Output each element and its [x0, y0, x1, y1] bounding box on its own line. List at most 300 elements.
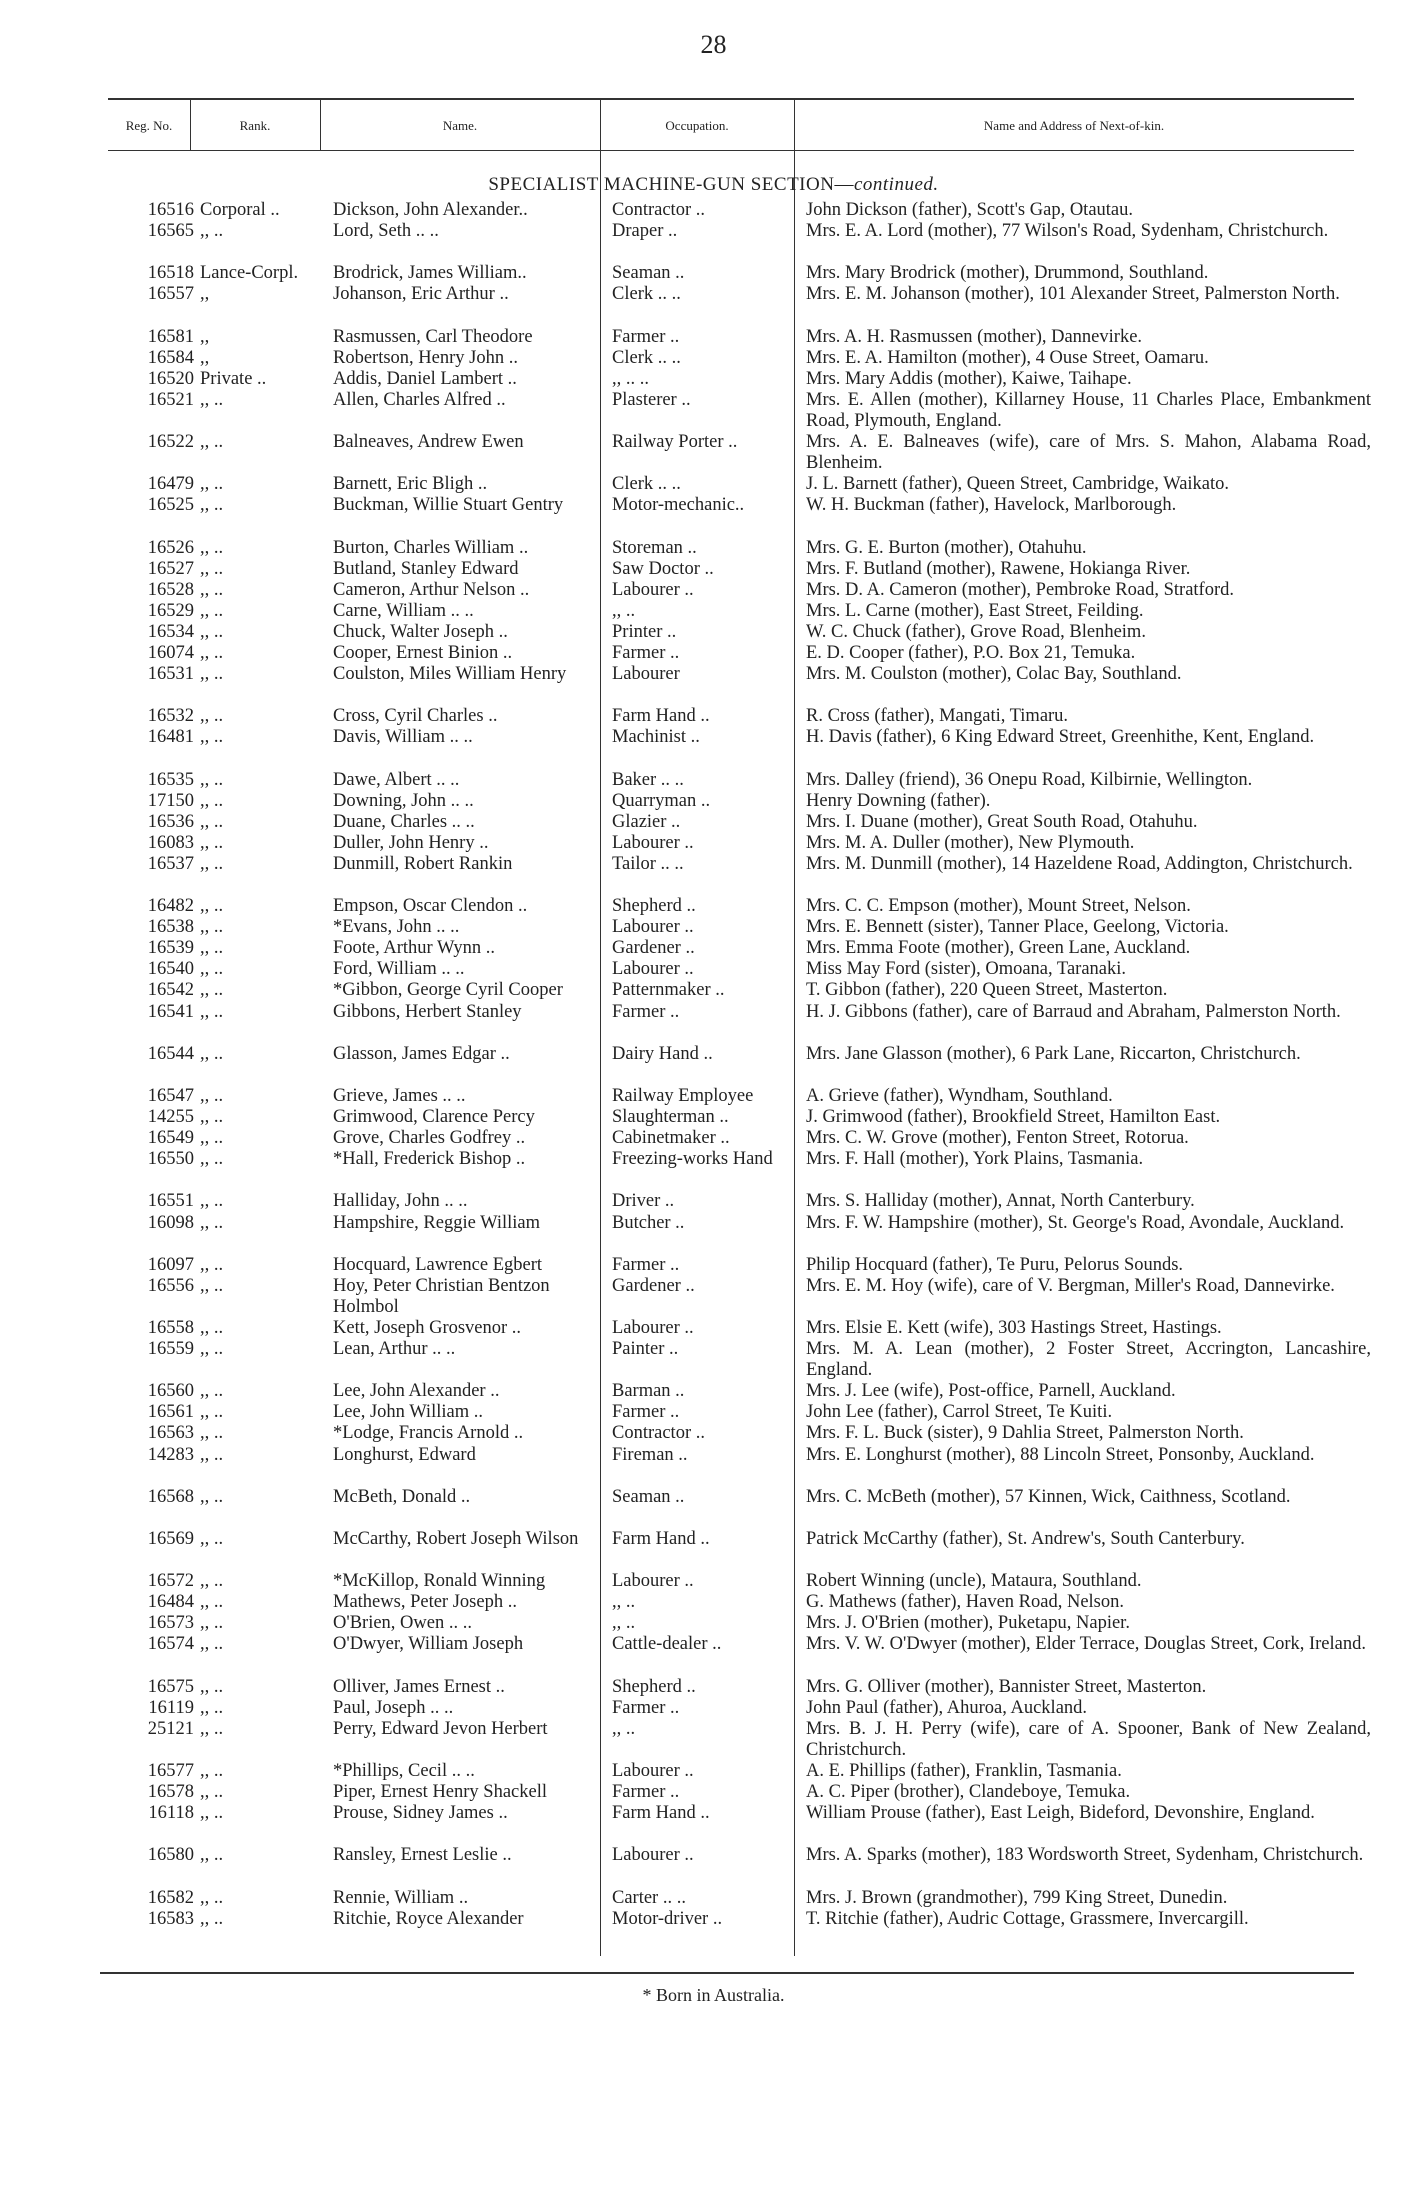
occupation-cell: ,, .. [612, 600, 636, 621]
rank-cell: ,, .. [200, 1697, 224, 1718]
reg-no-cell: 16525 [147, 495, 194, 516]
occupation-cell: Farm Hand .. [612, 1528, 710, 1549]
table-row [0, 601, 1427, 622]
reg-no-cell: 16556 [147, 1275, 194, 1296]
next-of-kin-cell: T. Gibbon (father), 220 Queen Street, Masterton. [806, 980, 1168, 1001]
reg-no-cell: 14255 [147, 1107, 194, 1128]
name-cell: *Phillips, Cecil .. .. [333, 1760, 475, 1781]
reg-no-cell: 16516 [147, 200, 194, 220]
next-of-kin-cell: Mrs. Dalley (friend), 36 Onepu Road, Kilbirnie, Wellington. [806, 769, 1253, 790]
rank-cell: ,, .. [200, 558, 224, 579]
occupation-cell: Farmer .. [612, 1254, 680, 1275]
rank-cell: ,, .. [200, 1718, 224, 1739]
rank-cell: ,, [200, 284, 210, 305]
rank-cell: ,, .. [200, 1085, 224, 1106]
table-row [0, 980, 1427, 1001]
name-cell: Lee, John Alexander .. [333, 1381, 500, 1402]
rank-cell: ,, .. [200, 980, 224, 1001]
table-row [0, 1255, 1427, 1276]
name-cell: Grove, Charles Godfrey .. [333, 1128, 526, 1149]
rank-cell: ,, .. [200, 832, 224, 853]
occupation-cell: ,, .. .. [612, 368, 649, 389]
occupation-cell: Farmer .. [612, 1697, 680, 1718]
rank-cell: ,, .. [200, 1107, 224, 1128]
rank-cell: ,, .. [200, 1254, 224, 1275]
table-row [0, 727, 1427, 769]
table-row [0, 348, 1427, 369]
rank-cell: ,, .. [200, 495, 224, 516]
table-row [0, 1698, 1427, 1719]
name-cell: Carne, William .. .. [333, 600, 474, 621]
reg-no-cell: 16574 [147, 1634, 194, 1655]
occupation-cell: Tailor .. .. [612, 853, 684, 874]
table-row [0, 1213, 1427, 1255]
name-cell: Dunmill, Robert Rankin [333, 853, 513, 874]
reg-no-cell: 16577 [147, 1760, 194, 1781]
next-of-kin-cell: Mrs. F. W. Hampshire (mother), St. George's Road, Avondale, Auckland. [806, 1212, 1345, 1233]
name-cell: Longhurst, Edward [333, 1444, 476, 1465]
name-cell: *McKillop, Ronald Winning [333, 1571, 546, 1592]
rank-cell: Lance-Corpl. [200, 263, 299, 284]
rank-cell: ,, .. [200, 1486, 224, 1507]
reg-no-cell: 16580 [147, 1845, 194, 1866]
occupation-cell: Plasterer .. [612, 389, 691, 410]
rank-cell: ,, .. [200, 579, 224, 600]
reg-no-cell: 16518 [147, 263, 194, 284]
reg-no-cell: 16540 [147, 959, 194, 980]
rank-cell: ,, .. [200, 1613, 224, 1634]
table-row [0, 200, 1427, 221]
table-row [0, 791, 1427, 812]
next-of-kin-cell: Miss May Ford (sister), Omoana, Taranaki. [806, 959, 1127, 980]
occupation-cell: Clerk .. .. [612, 347, 681, 368]
next-of-kin-cell: Mrs. B. J. H. Perry (wife), care of A. Spooner, Bank of New Zealand, Christchurch. [806, 1718, 1371, 1760]
table-row [0, 1107, 1427, 1128]
next-of-kin-cell: A. E. Phillips (father), Franklin, Tasmania. [806, 1760, 1122, 1781]
occupation-cell: Motor-driver .. [612, 1908, 723, 1929]
rank-cell: ,, .. [200, 811, 224, 832]
reg-no-cell: 16119 [148, 1697, 194, 1718]
next-of-kin-cell: H. J. Gibbons (father), care of Barraud and Abraham, Palmerston North. [806, 1001, 1341, 1022]
reg-no-cell: 16537 [147, 853, 194, 874]
name-cell: Duane, Charles .. .. [333, 811, 475, 832]
reg-no-cell: 16527 [147, 558, 194, 579]
occupation-cell: Carter .. .. [612, 1887, 686, 1908]
reg-no-cell: 14283 [147, 1444, 194, 1465]
occupation-cell: Machinist .. [612, 727, 700, 748]
rank-cell: ,, .. [200, 1212, 224, 1233]
occupation-cell: Farmer .. [612, 1782, 680, 1803]
rank-cell: ,, .. [200, 1676, 224, 1697]
name-cell: Downing, John .. .. [333, 790, 474, 811]
table-row [0, 812, 1427, 833]
rank-cell: ,, .. [200, 1803, 224, 1824]
rank-cell: ,, .. [200, 790, 224, 811]
rank-cell: ,, .. [200, 1402, 224, 1423]
table-row [0, 1677, 1427, 1698]
rank-cell: ,, .. [200, 727, 224, 748]
next-of-kin-cell: Mrs. I. Duane (mother), Great South Road, Otahuhu. [806, 811, 1198, 832]
rank-cell: ,, .. [200, 432, 224, 453]
reg-no-cell: 16481 [147, 727, 194, 748]
occupation-cell: Clerk .. .. [612, 284, 681, 305]
next-of-kin-cell: Mrs. E. Allen (mother), Killarney House, 11 Charles Place, Embankment Road, Plymouth, England. [806, 389, 1371, 431]
reg-no-cell: 16558 [147, 1317, 194, 1338]
rank-cell: ,, .. [200, 389, 224, 410]
reg-no-cell: 25121 [147, 1718, 194, 1739]
reg-no-cell: 16526 [147, 537, 194, 558]
reg-no-cell: 16538 [147, 917, 194, 938]
rank-cell: ,, .. [200, 1381, 224, 1402]
occupation-cell: Dairy Hand .. [612, 1043, 713, 1064]
occupation-cell: Fireman .. [612, 1444, 688, 1465]
next-of-kin-cell: Mrs. Mary Addis (mother), Kaiwe, Taihape. [806, 368, 1132, 389]
table-row [0, 1276, 1427, 1318]
table-row [0, 1487, 1427, 1529]
occupation-cell: Seaman .. [612, 263, 685, 284]
reg-no-cell: 16575 [147, 1676, 194, 1697]
name-cell: Davis, William .. .. [333, 727, 473, 748]
next-of-kin-cell: John Dickson (father), Scott's Gap, Otautau. [806, 200, 1134, 220]
occupation-cell: Draper .. [612, 221, 678, 242]
occupation-cell: ,, .. [612, 1613, 636, 1634]
table-row [0, 1613, 1427, 1634]
next-of-kin-cell: A. C. Piper (brother), Clandeboye, Temuka. [806, 1782, 1131, 1803]
table-row [0, 1402, 1427, 1423]
rank-cell: ,, .. [200, 1908, 224, 1929]
name-cell: Rasmussen, Carl Theodore [333, 326, 533, 347]
table-row [0, 1529, 1427, 1571]
rank-cell: ,, .. [200, 1339, 224, 1360]
next-of-kin-cell: Mrs. E. A. Lord (mother), 77 Wilson's Road, Sydenham, Christchurch. [806, 221, 1329, 242]
reg-no-cell: 16578 [147, 1782, 194, 1803]
occupation-cell: Freezing-works Hand [612, 1149, 773, 1170]
rank-cell: ,, .. [200, 537, 224, 558]
reg-no-cell: 16528 [147, 579, 194, 600]
reg-no-cell: 16482 [147, 896, 194, 917]
next-of-kin-cell: Mrs. V. W. O'Dwyer (mother), Elder Terrace, Douglas Street, Cork, Ireland. [806, 1634, 1366, 1655]
reg-no-cell: 16521 [147, 389, 194, 410]
next-of-kin-cell: Mrs. C. W. Grove (mother), Fenton Street, Rotorua. [806, 1128, 1189, 1149]
next-of-kin-cell: Mrs. Emma Foote (mother), Green Lane, Auckland. [806, 938, 1191, 959]
name-cell: Duller, John Henry .. [333, 832, 489, 853]
occupation-cell: Seaman .. [612, 1486, 685, 1507]
rank-cell: ,, [200, 326, 210, 347]
next-of-kin-cell: Mrs. M. Dunmill (mother), 14 Hazeldene Road, Addington, Christchurch. [806, 853, 1353, 874]
table-row [0, 432, 1427, 474]
reg-no-cell: 16551 [147, 1191, 194, 1212]
rank-cell: ,, .. [200, 1571, 224, 1592]
name-cell: *Gibbon, George Cyril Cooper [333, 980, 563, 1001]
table-row [0, 1044, 1427, 1086]
table-row [0, 221, 1427, 263]
roll-table-body [0, 200, 1427, 1930]
table-row [0, 1782, 1427, 1803]
rank-cell: ,, .. [200, 1634, 224, 1655]
table-row [0, 1318, 1427, 1339]
rank-cell: ,, .. [200, 600, 224, 621]
rank-cell: ,, .. [200, 664, 224, 685]
table-row [0, 1381, 1427, 1402]
occupation-cell: Cabinetmaker .. [612, 1128, 730, 1149]
occupation-cell: ,, .. [612, 1718, 636, 1739]
occupation-cell: Farmer .. [612, 642, 680, 663]
occupation-cell: Farmer .. [612, 1001, 680, 1022]
table-row [0, 1128, 1427, 1149]
next-of-kin-cell: Mrs. M. A. Duller (mother), New Plymouth. [806, 832, 1135, 853]
occupation-cell: Labourer .. [612, 1760, 694, 1781]
name-cell: Gibbons, Herbert Stanley [333, 1001, 522, 1022]
next-of-kin-cell: Henry Downing (father). [806, 790, 991, 811]
rank-cell: ,, .. [200, 1128, 224, 1149]
occupation-cell: Saw Doctor .. [612, 558, 714, 579]
name-cell: Grimwood, Clarence Percy [333, 1107, 535, 1128]
reg-no-cell: 16520 [147, 368, 194, 389]
name-cell: Johanson, Eric Arthur .. [333, 284, 509, 305]
occupation-cell: Shepherd .. [612, 896, 696, 917]
name-cell: Cross, Cyril Charles .. [333, 706, 498, 727]
occupation-cell: Shepherd .. [612, 1676, 696, 1697]
table-row [0, 1888, 1427, 1909]
table-row [0, 959, 1427, 980]
table-row [0, 495, 1427, 537]
occupation-cell: Labourer .. [612, 917, 694, 938]
occupation-cell: Clerk .. .. [612, 474, 681, 495]
table-row [0, 1719, 1427, 1761]
name-cell: Cooper, Ernest Binion .. [333, 642, 513, 663]
next-of-kin-cell: Mrs. E. Longhurst (mother), 88 Lincoln Street, Ponsonby, Auckland. [806, 1444, 1315, 1465]
occupation-cell: Printer .. [612, 621, 677, 642]
name-cell: Kett, Joseph Grosvenor .. [333, 1317, 522, 1338]
next-of-kin-cell: Mrs. J. Lee (wife), Post-office, Parnell, Auckland. [806, 1381, 1176, 1402]
next-of-kin-cell: Mrs. M. A. Lean (mother), 2 Foster Street, Accrington, Lancashire, England. [806, 1339, 1371, 1381]
table-row [0, 1909, 1427, 1930]
table-row [0, 938, 1427, 959]
occupation-cell: Barman .. [612, 1381, 685, 1402]
name-cell: Hampshire, Reggie William [333, 1212, 540, 1233]
name-cell: Lean, Arthur .. .. [333, 1339, 456, 1360]
rank-cell: ,, .. [200, 1001, 224, 1022]
name-cell: Cameron, Arthur Nelson .. [333, 579, 530, 600]
reg-no-cell: 16563 [147, 1423, 194, 1444]
rank-cell: ,, .. [200, 1528, 224, 1549]
occupation-cell: Contractor .. [612, 200, 705, 220]
name-cell: Empson, Oscar Clendon .. [333, 896, 528, 917]
occupation-cell: Labourer .. [612, 959, 694, 980]
rank-cell: ,, [200, 347, 210, 368]
reg-no-cell: 16532 [147, 706, 194, 727]
table-row [0, 854, 1427, 896]
name-cell: Lee, John William .. [333, 1402, 483, 1423]
occupation-cell: Driver .. [612, 1191, 675, 1212]
reg-no-cell: 16542 [147, 980, 194, 1001]
name-cell: *Lodge, Francis Arnold .. [333, 1423, 524, 1444]
table-row [0, 896, 1427, 917]
next-of-kin-cell: Patrick McCarthy (father), St. Andrew's, South Canterbury. [806, 1528, 1245, 1549]
rank-cell: Private .. [200, 368, 267, 389]
occupation-cell: Labourer [612, 664, 680, 685]
next-of-kin-cell: William Prouse (father), East Leigh, Bideford, Devonshire, England. [806, 1803, 1315, 1824]
reg-no-cell: 16561 [147, 1402, 194, 1423]
rank-cell: ,, .. [200, 1043, 224, 1064]
occupation-cell: Labourer .. [612, 579, 694, 600]
rank-cell: ,, .. [200, 1887, 224, 1908]
occupation-cell: Quarryman .. [612, 790, 711, 811]
table-row [0, 580, 1427, 601]
next-of-kin-cell: Mrs. A. E. Balneaves (wife), care of Mrs. S. Mahon, Alabama Road, Blenheim. [806, 432, 1371, 474]
next-of-kin-cell: A. Grieve (father), Wyndham, Southland. [806, 1085, 1113, 1106]
table-row [0, 474, 1427, 495]
next-of-kin-cell: H. Davis (father), 6 King Edward Street, Greenhithe, Kent, England. [806, 727, 1315, 748]
table-row [0, 1803, 1427, 1845]
table-top-rule [108, 98, 1354, 100]
name-cell: *Evans, John .. .. [333, 917, 460, 938]
name-cell: Rennie, William .. [333, 1887, 469, 1908]
header-reg-no: Reg. No. [125, 118, 173, 133]
next-of-kin-cell: Mrs. A. H. Rasmussen (mother), Dannevirke. [806, 326, 1143, 347]
reg-no-cell: 16583 [147, 1908, 194, 1929]
reg-no-cell: 16539 [147, 938, 194, 959]
table-bottom-rule [100, 1972, 1354, 1974]
rank-cell: ,, .. [200, 938, 224, 959]
name-cell: Ford, William .. .. [333, 959, 465, 980]
occupation-cell: ,, .. [612, 1592, 636, 1613]
name-cell: Lord, Seth .. .. [333, 221, 439, 242]
rank-cell: ,, .. [200, 1760, 224, 1781]
table-row [0, 833, 1427, 854]
occupation-cell: Farm Hand .. [612, 706, 710, 727]
name-cell: O'Brien, Owen .. .. [333, 1613, 472, 1634]
header-next-of-kin: Name and Address of Next-of-kin. [983, 118, 1165, 133]
next-of-kin-cell: Mrs. D. A. Cameron (mother), Pembroke Road, Stratford. [806, 579, 1234, 600]
reg-no-cell: 16544 [147, 1043, 194, 1064]
next-of-kin-cell: J. L. Barnett (father), Queen Street, Cambridge, Waikato. [806, 474, 1230, 495]
header-occupation: Occupation. [665, 118, 729, 133]
occupation-cell: Labourer .. [612, 1571, 694, 1592]
name-cell: Burton, Charles William .. [333, 537, 529, 558]
occupation-cell: Butcher .. [612, 1212, 685, 1233]
name-cell: Piper, Ernest Henry Shackell [333, 1782, 548, 1803]
reg-no-cell: 16565 [147, 221, 194, 242]
name-cell: Buckman, Willie Stuart Gentry [333, 495, 564, 516]
name-cell: Foote, Arthur Wynn .. [333, 938, 495, 959]
table-row [0, 770, 1427, 791]
occupation-cell: Railway Employee [612, 1085, 754, 1106]
rank-cell: ,, .. [200, 917, 224, 938]
rank-cell: Corporal .. [200, 200, 280, 220]
reg-no-cell: 16522 [147, 432, 194, 453]
name-cell: Barnett, Eric Bligh .. [333, 474, 488, 495]
rank-cell: ,, .. [200, 1149, 224, 1170]
table-row [0, 664, 1427, 706]
next-of-kin-cell: Mrs. E. A. Hamilton (mother), 4 Ouse Street, Oamaru. [806, 347, 1209, 368]
name-cell: Hoy, Peter Christian Bentzon Holmbol [333, 1275, 550, 1317]
table-row [0, 1592, 1427, 1613]
name-cell: Allen, Charles Alfred .. [333, 389, 506, 410]
reg-no-cell: 16581 [147, 326, 194, 347]
rank-cell: ,, .. [200, 959, 224, 980]
name-cell: Chuck, Walter Joseph .. [333, 621, 508, 642]
rank-cell: ,, .. [200, 1317, 224, 1338]
section-continued: continued. [853, 174, 939, 195]
rank-cell: ,, .. [200, 853, 224, 874]
next-of-kin-cell: Mrs. F. Hall (mother), York Plains, Tasmania. [806, 1149, 1144, 1170]
footnote: * Born in Australia. [642, 1985, 785, 2005]
reg-no-cell: 16573 [147, 1613, 194, 1634]
next-of-kin-cell: W. H. Buckman (father), Havelock, Marlborough. [806, 495, 1177, 516]
next-of-kin-cell: Mrs. E. Bennett (sister), Tanner Place, Geelong, Victoria. [806, 917, 1229, 938]
reg-no-cell: 16559 [147, 1339, 194, 1360]
reg-no-cell: 16531 [147, 664, 194, 685]
reg-no-cell: 16083 [147, 832, 194, 853]
occupation-cell: Baker .. .. [612, 769, 684, 790]
occupation-cell: Painter .. [612, 1339, 679, 1360]
next-of-kin-cell: Mrs. Jane Glasson (mother), 6 Park Lane, Riccarton, Christchurch. [806, 1043, 1301, 1064]
reg-no-cell: 16098 [147, 1212, 194, 1233]
next-of-kin-cell: J. Grimwood (father), Brookfield Street, Hamilton East. [806, 1107, 1221, 1128]
table-row [0, 706, 1427, 727]
occupation-cell: Storeman .. [612, 537, 697, 558]
table-row [0, 1445, 1427, 1487]
occupation-cell: Glazier .. [612, 811, 681, 832]
table-row [0, 1086, 1427, 1107]
table-row [0, 643, 1427, 664]
rank-cell: ,, .. [200, 769, 224, 790]
reg-no-cell: 16582 [147, 1887, 194, 1908]
next-of-kin-cell: T. Ritchie (father), Audric Cottage, Grassmere, Invercargill. [806, 1908, 1249, 1929]
rank-cell: ,, .. [200, 474, 224, 495]
next-of-kin-cell: Mrs. G. E. Burton (mother), Otahuhu. [806, 537, 1087, 558]
name-cell: Ritchie, Royce Alexander [333, 1908, 524, 1929]
rank-cell: ,, .. [200, 221, 224, 242]
table-row [0, 1149, 1427, 1191]
next-of-kin-cell: Mrs. G. Olliver (mother), Bannister Street, Masterton. [806, 1676, 1207, 1697]
rank-cell: ,, .. [200, 1275, 224, 1296]
next-of-kin-cell: Robert Winning (uncle), Mataura, Southland. [806, 1571, 1142, 1592]
name-cell: Hocquard, Lawrence Egbert [333, 1254, 543, 1275]
name-cell: Coulston, Miles William Henry [333, 664, 567, 685]
occupation-cell: Cattle-dealer .. [612, 1634, 722, 1655]
occupation-cell: Motor-mechanic.. [612, 495, 745, 516]
next-of-kin-cell: Mrs. E. M. Johanson (mother), 101 Alexander Street, Palmerston North. [806, 284, 1340, 305]
reg-no-cell: 16569 [147, 1528, 194, 1549]
header-rule [108, 150, 1354, 151]
reg-no-cell: 16547 [147, 1085, 194, 1106]
next-of-kin-cell: Mrs. F. Butland (mother), Rawene, Hokianga River. [806, 558, 1191, 579]
next-of-kin-cell: Mrs. F. L. Buck (sister), 9 Dahlia Street, Palmerston North. [806, 1423, 1244, 1444]
table-row [0, 327, 1427, 348]
next-of-kin-cell: Mrs. J. O'Brien (mother), Puketapu, Napier. [806, 1613, 1130, 1634]
table-row [0, 369, 1427, 390]
reg-no-cell: 16584 [147, 347, 194, 368]
name-cell: Dickson, John Alexander.. [333, 200, 528, 220]
name-cell: Ransley, Ernest Leslie .. [333, 1845, 512, 1866]
name-cell: Dawe, Albert .. .. [333, 769, 460, 790]
reg-no-cell: 16074 [147, 642, 194, 663]
reg-no-cell: 16550 [147, 1149, 194, 1170]
occupation-cell: Slaughterman .. [612, 1107, 729, 1128]
reg-no-cell: 16560 [147, 1381, 194, 1402]
occupation-cell: Gardener .. [612, 1275, 695, 1296]
reg-no-cell: 16541 [147, 1001, 194, 1022]
table-row [0, 917, 1427, 938]
name-cell: McBeth, Donald .. [333, 1486, 471, 1507]
rank-cell: ,, .. [200, 706, 224, 727]
next-of-kin-cell: Philip Hocquard (father), Te Puru, Pelorus Sounds. [806, 1254, 1184, 1275]
next-of-kin-cell: G. Mathews (father), Haven Road, Nelson. [806, 1592, 1125, 1613]
table-row [0, 1423, 1427, 1444]
occupation-cell: Labourer .. [612, 1317, 694, 1338]
